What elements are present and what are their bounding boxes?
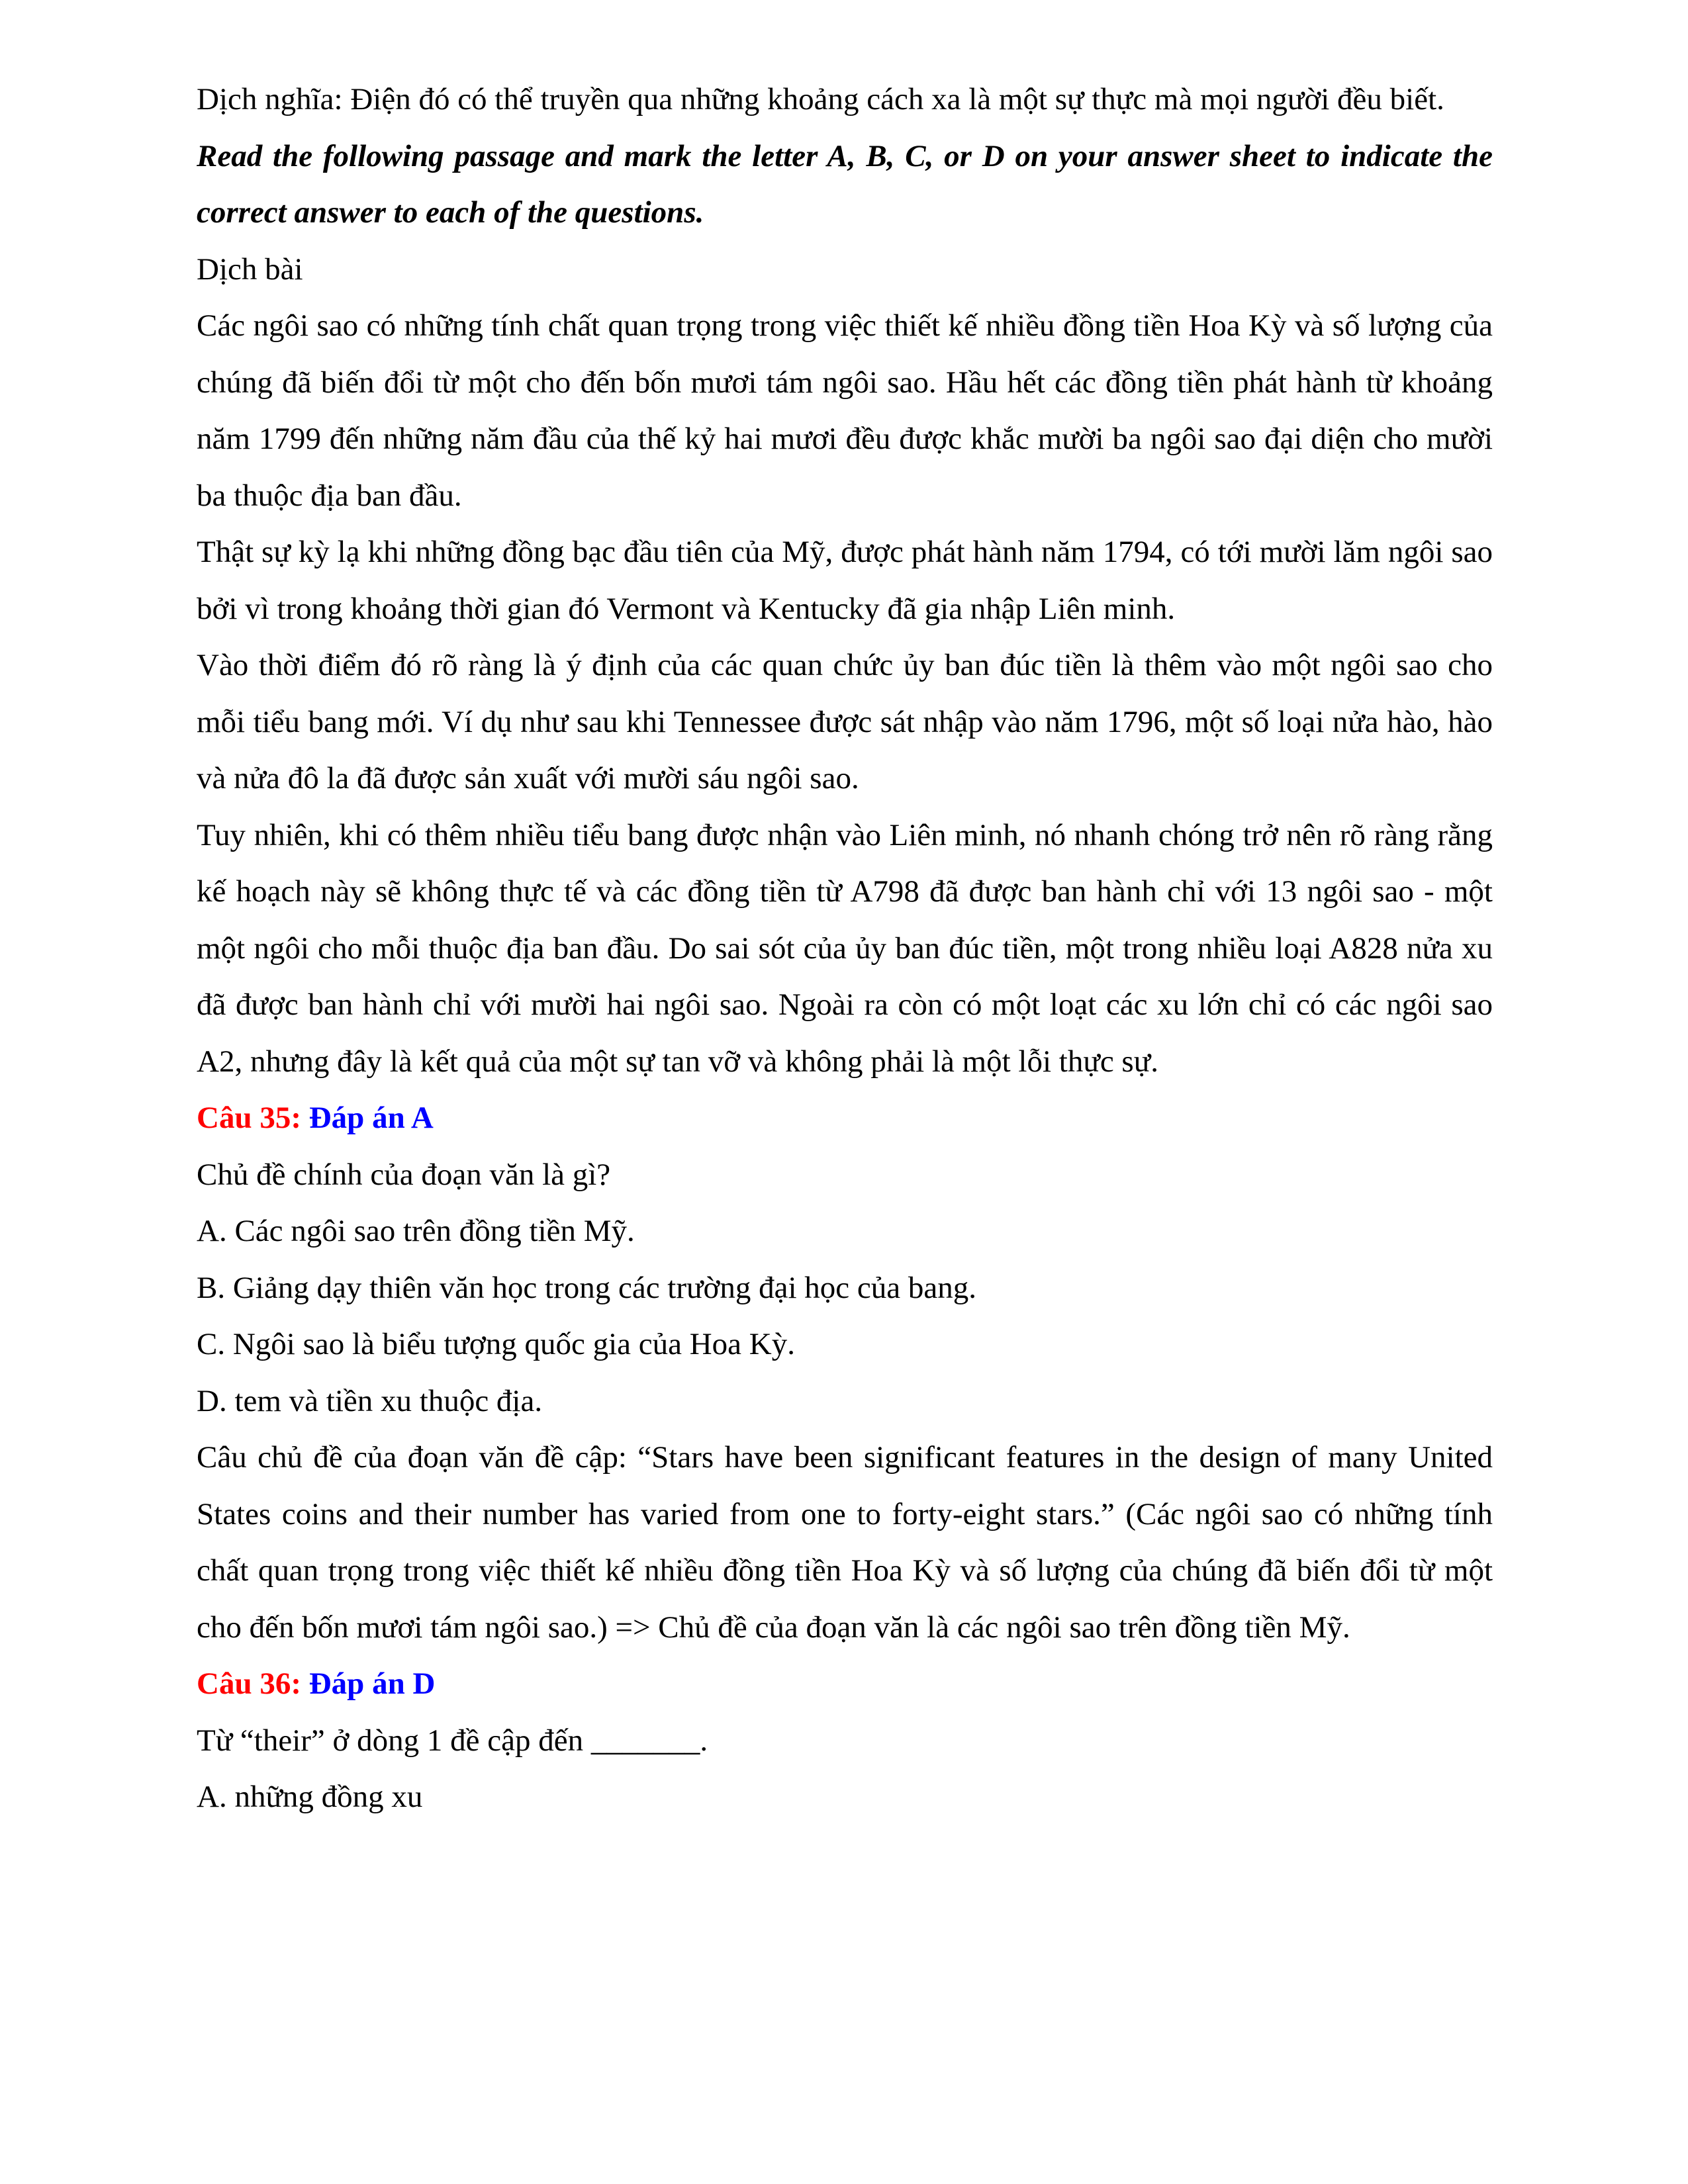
passage-paragraph-2: Thật sự kỳ lạ khi những đồng bạc đầu tiên của Mỹ, được phát hành năm 1794, có tới mười lăm ngôi sao bởi vì trong khoảng thời gian đó Vermont và Kentucky đã gia nhập Liên minh. [197, 535, 1493, 626]
passage-heading: Dịch bài [197, 251, 303, 287]
document-page [197, 71, 1493, 1826]
question-36-text: Từ “their” ở dòng 1 đề cập đến _______. [197, 1723, 708, 1758]
question-36-number: Câu 36: [197, 1666, 301, 1701]
question-35-option-d: D. tem và tiền xu thuộc địa. [197, 1383, 543, 1418]
question-35-option-c: C. Ngôi sao là biểu tượng quốc gia của Hoa Kỳ. [197, 1327, 795, 1361]
question-35-text: Chủ đề chính của đoạn văn là gì? [197, 1157, 611, 1192]
question-35-number: Câu 35: [197, 1101, 301, 1135]
question-35-header [197, 1090, 1493, 1147]
translation-text: Dịch nghĩa: Điện đó có thể truyền qua những khoảng cách xa là một sự thực mà mọi người đều biết. [197, 82, 1444, 116]
question-35-explanation: Câu chủ đề của đoạn văn đề cập: “Stars have been significant features in the design of many United States coins and their number has varied from one to forty-eight stars.” (Các ngôi sao có những tính chất quan trọng trong việc thiết kế nhiều đồng tiền Hoa Kỳ và số lượng của chúng đã biến đổi từ một cho đến bốn mươi tám ngôi sao.) => Chủ đề của đoạn văn là các ngôi sao trên đồng tiền Mỹ. [197, 1440, 1493, 1645]
question-35-option-b: B. Giảng dạy thiên văn học trong các trường đại học của bang. [197, 1270, 976, 1305]
question-35-option-a: A. Các ngôi sao trên đồng tiền Mỹ. [197, 1214, 635, 1248]
question-36-option-a: A. những đồng xu [197, 1780, 423, 1814]
passage-paragraph-1: Các ngôi sao có những tính chất quan trọng trong việc thiết kế nhiều đồng tiền Hoa Kỳ và số lượng của chúng đã biến đổi từ một cho đến bốn mươi tám ngôi sao. Hầu hết các đồng tiền phát hành từ khoảng năm 1799 đến những năm đầu của thế kỷ hai mươi đều được khắc mười ba ngôi sao đại diện cho mười ba thuộc địa ban đầu. [197, 308, 1493, 513]
question-36-header [197, 1656, 1493, 1713]
question-35-answer: Đáp án A [308, 1101, 434, 1135]
question-36-answer: Đáp án D [308, 1666, 436, 1701]
instruction-text: Read the following passage and mark the letter A, B, C, or D on your answer sheet to indicate the correct answer to each of the questions. [197, 138, 1493, 230]
passage-paragraph-4: Tuy nhiên, khi có thêm nhiều tiểu bang được nhận vào Liên minh, nó nhanh chóng trở nên rõ ràng rằng kế hoạch này sẽ không thực tế và các đồng tiền từ A798 đã được ban hành chỉ với 13 ngôi sao - một một ngôi cho mỗi thuộc địa ban đầu. Do sai sót của ủy ban đúc tiền, một trong nhiều loại A828 nửa xu đã được ban hành chỉ với mười hai ngôi sao. Ngoài ra còn có một loạt các xu lớn chỉ có các ngôi sao A2, nhưng đây là kết quả của một sự tan vỡ và không phải là một lỗi thực sự. [197, 817, 1493, 1079]
passage-paragraph-3: Vào thời điểm đó rõ ràng là ý định của các quan chức ủy ban đúc tiền là thêm vào một ngôi sao cho mỗi tiểu bang mới. Ví dụ như sau khi Tennessee được sát nhập vào năm 1796, một số loại nửa hào, hào và nửa đô la đã được sản xuất với mười sáu ngôi sao. [197, 648, 1493, 796]
